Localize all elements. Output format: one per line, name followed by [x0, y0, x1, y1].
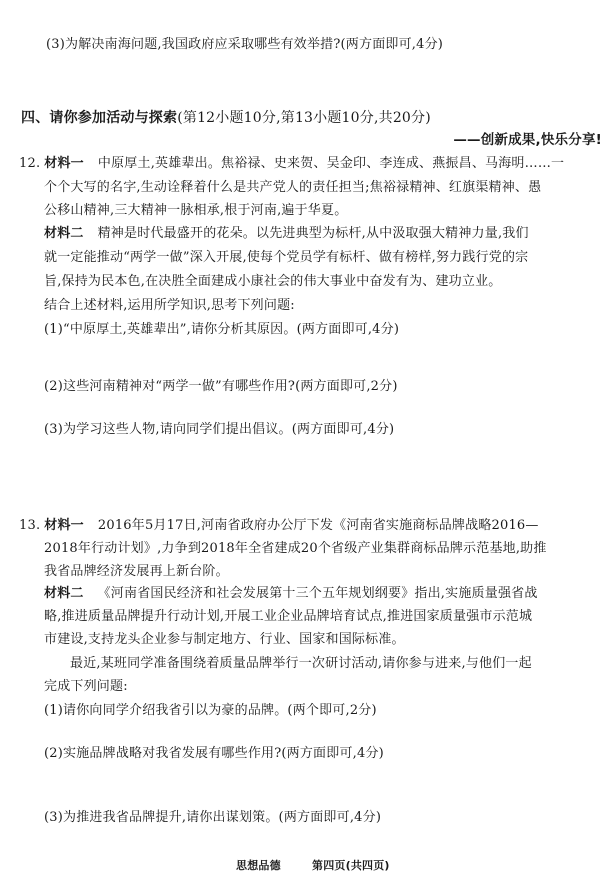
q13-material2-line-1: 材料二 《河南省国民经济和社会发展第十三个五年规划纲要》指出,实施质量强省战: [44, 586, 538, 601]
q13-material2-line-2: 略,推进质量品牌提升行动计划,开展工业企业品牌培育试点,推进国家质量强市示范城: [44, 609, 533, 624]
q13-material1-label: 材料一: [44, 518, 84, 533]
q13-prompt-line-1: 最近,某班同学准备围绕着质量品牌举行一次研讨活动,请你参与进来,与他们一起: [70, 656, 532, 671]
q13-material1-line-1: 13. 材料一 2016年5月17日,河南省政府办公厅下发《河南省实施商标品牌战略2016—: [19, 518, 539, 533]
q13-question-3: (3)为推进我省品牌提升,请你出谋划策。(两方面即可,4分): [44, 810, 382, 825]
top-question: (3)为解决南海问题,我国政府应采取哪些有效举措?(两方面即可,4分): [46, 37, 444, 52]
section-slogan: ——创新成果,快乐分享!: [453, 132, 602, 148]
section-title: 四、请你参加活动与探索: [21, 110, 178, 126]
q12-material1-label: 材料一: [44, 156, 84, 171]
q12-material2-line-2: 就一定能推动“两学一做”深入开展,使每个党员学有标杆、做有榜样,努力践行党的宗: [44, 250, 529, 265]
q12-material1-line-1: 12. 材料一 中原厚土,英雄辈出。焦裕禄、史来贺、吴金印、李连成、燕振昌、马海明……一: [19, 156, 565, 171]
q12-question-3: (3)为学习这些人物,请向同学们提出倡议。(两方面即可,4分): [44, 422, 395, 437]
q13-material2-line-3: 市建设,支持龙头企业参与制定地方、行业、国家和国际标准。: [44, 632, 405, 647]
footer-subject: 思想品德: [236, 859, 281, 872]
q12-material2-line-1: 材料二 精神是时代最盛开的花朵。以先进典型为标杆,从中汲取强大精神力量,我们: [44, 226, 529, 241]
q13-material2-label: 材料二: [44, 586, 84, 601]
q12-question-2: (2)这些河南精神对“两学一做”有哪些作用?(两方面即可,2分): [44, 379, 398, 394]
q12-prompt: 结合上述材料,运用所学知识,思考下列问题:: [44, 298, 295, 313]
q13-number: 13.: [19, 518, 41, 533]
q13-material1-line-3: 我省品牌经济发展再上新台阶。: [44, 564, 229, 579]
q12-material1-line-2: 个个大写的名字,生动诠释着什么是共产党人的责任担当;焦裕禄精神、红旗渠精神、愚: [44, 180, 542, 195]
q13-question-1: (1)请你向同学介绍我省引以为豪的品牌。(两个即可,2分): [44, 703, 377, 718]
q12-material2-label: 材料二: [44, 226, 84, 241]
q13-question-2: (2)实施品牌战略对我省发展有哪些作用?(两方面即可,4分): [44, 746, 384, 761]
section-score-note: (第12小题10分,第13小题10分,共20分): [177, 110, 431, 126]
footer-page-number: 第四页(共四页): [312, 859, 390, 872]
q13-prompt-line-2: 完成下列问题:: [44, 679, 128, 694]
section-heading: [21, 107, 431, 127]
q12-question-1: (1)“中原厚土,英雄辈出”,请你分析其原因。(两方面即可,4分): [44, 322, 400, 337]
q13-material1-line-2: 2018年行动计划》,力争到2018年全省建成20个省级产业集群商标品牌示范基地,助推: [44, 541, 547, 556]
q12-number: 12.: [19, 156, 41, 171]
q12-material2-line-3: 旨,保持为民本色,在决胜全面建成小康社会的伟大事业中奋发有为、建功立业。: [44, 274, 502, 289]
q12-material1-line-3: 公移山精神,三大精神一脉相承,根于河南,遍于华夏。: [44, 203, 348, 218]
